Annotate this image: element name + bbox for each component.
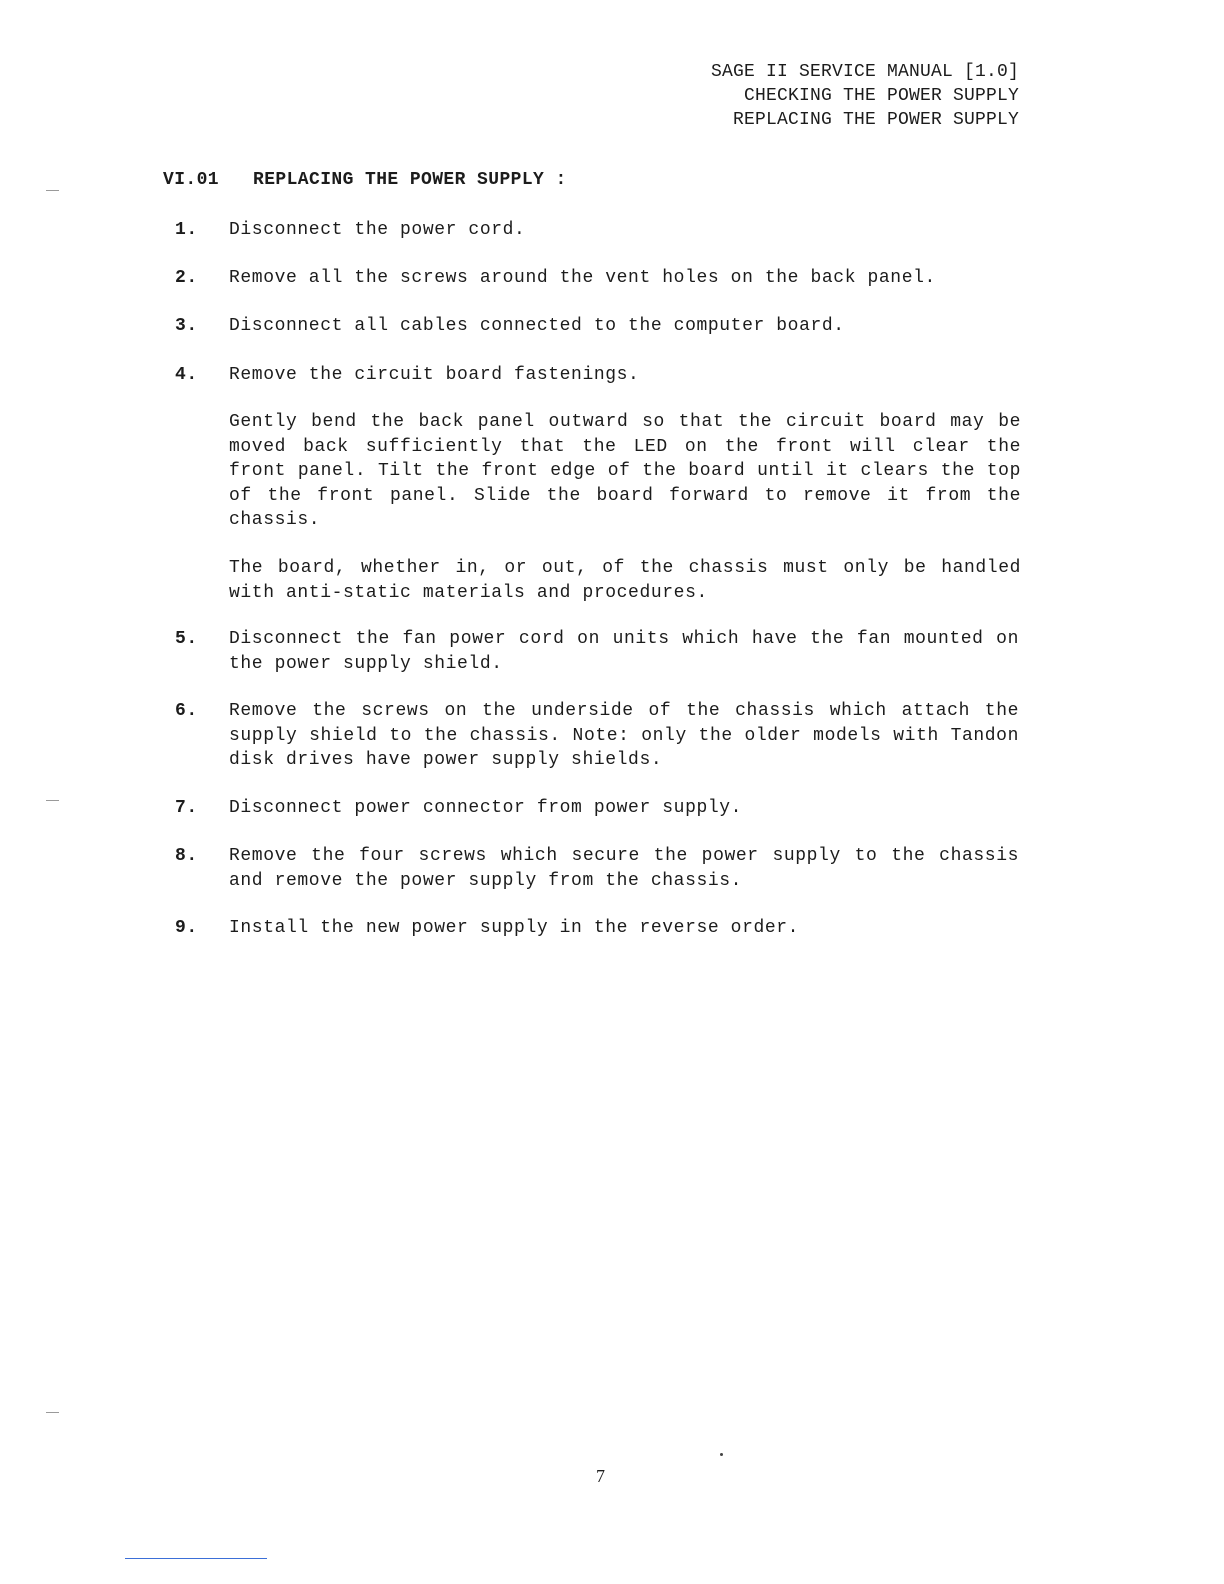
step-text: Disconnect all cables connected to the computer board. bbox=[229, 316, 845, 336]
scan-speck bbox=[720, 1453, 723, 1456]
step-number: 6. bbox=[175, 701, 198, 721]
section-title: REPLACING THE POWER SUPPLY : bbox=[253, 170, 567, 190]
margin-mark bbox=[46, 1412, 59, 1413]
step-number: 9. bbox=[175, 918, 198, 938]
page-number: 7 bbox=[596, 1466, 605, 1486]
header-chapter-title: CHECKING THE POWER SUPPLY bbox=[743, 86, 1019, 106]
step-number: 5. bbox=[175, 629, 198, 649]
step-number: 7. bbox=[175, 798, 198, 818]
header-section-title: REPLACING THE POWER SUPPLY bbox=[732, 110, 1019, 130]
step-text: Remove the four screws which secure the power supply to the chassis and remove the power supply from the chassis. bbox=[229, 846, 1019, 891]
margin-mark bbox=[46, 190, 59, 191]
step-number: 1. bbox=[175, 220, 198, 240]
step-text: Install the new power supply in the reverse order. bbox=[229, 918, 800, 938]
step-number: 3. bbox=[175, 316, 198, 336]
margin-mark bbox=[46, 800, 59, 801]
step-number: 4. bbox=[175, 365, 198, 385]
step-text: Disconnect the fan power cord on units which have the fan mounted on the power supply shield. bbox=[229, 629, 1019, 674]
step-text: Remove the circuit board fastenings. bbox=[229, 365, 640, 385]
note-paragraph-anti-static: The board, whether in, or out, of the chassis must only be handled with anti-static materials and procedures. bbox=[229, 558, 1021, 603]
bottom-edge-line bbox=[125, 1558, 267, 1559]
step-text: Disconnect the power cord. bbox=[229, 220, 526, 240]
running-header bbox=[711, 60, 1019, 132]
step-text: Disconnect power connector from power supply. bbox=[229, 798, 743, 818]
step-number: 8. bbox=[175, 846, 198, 866]
step-text: Remove the screws on the underside of the chassis which attach the supply shield to the chassis. Note: only the older models with Tandon disk drives have power supply shields. bbox=[229, 701, 1019, 770]
section-heading bbox=[163, 170, 567, 190]
step-text: Remove all the screws around the vent holes on the back panel. bbox=[229, 268, 936, 288]
section-number: VI.01 bbox=[163, 170, 220, 190]
step-number: 2. bbox=[175, 268, 198, 288]
header-manual-title: SAGE II SERVICE MANUAL [1.0] bbox=[710, 62, 1019, 82]
note-paragraph-board-removal: Gently bend the back panel outward so that the circuit board may be moved back sufficiently that the LED on the front will clear the front panel. Tilt the front edge of the board until it clears the top of the front panel. Slide the board forward to remove it from the chassis. bbox=[229, 412, 1021, 530]
